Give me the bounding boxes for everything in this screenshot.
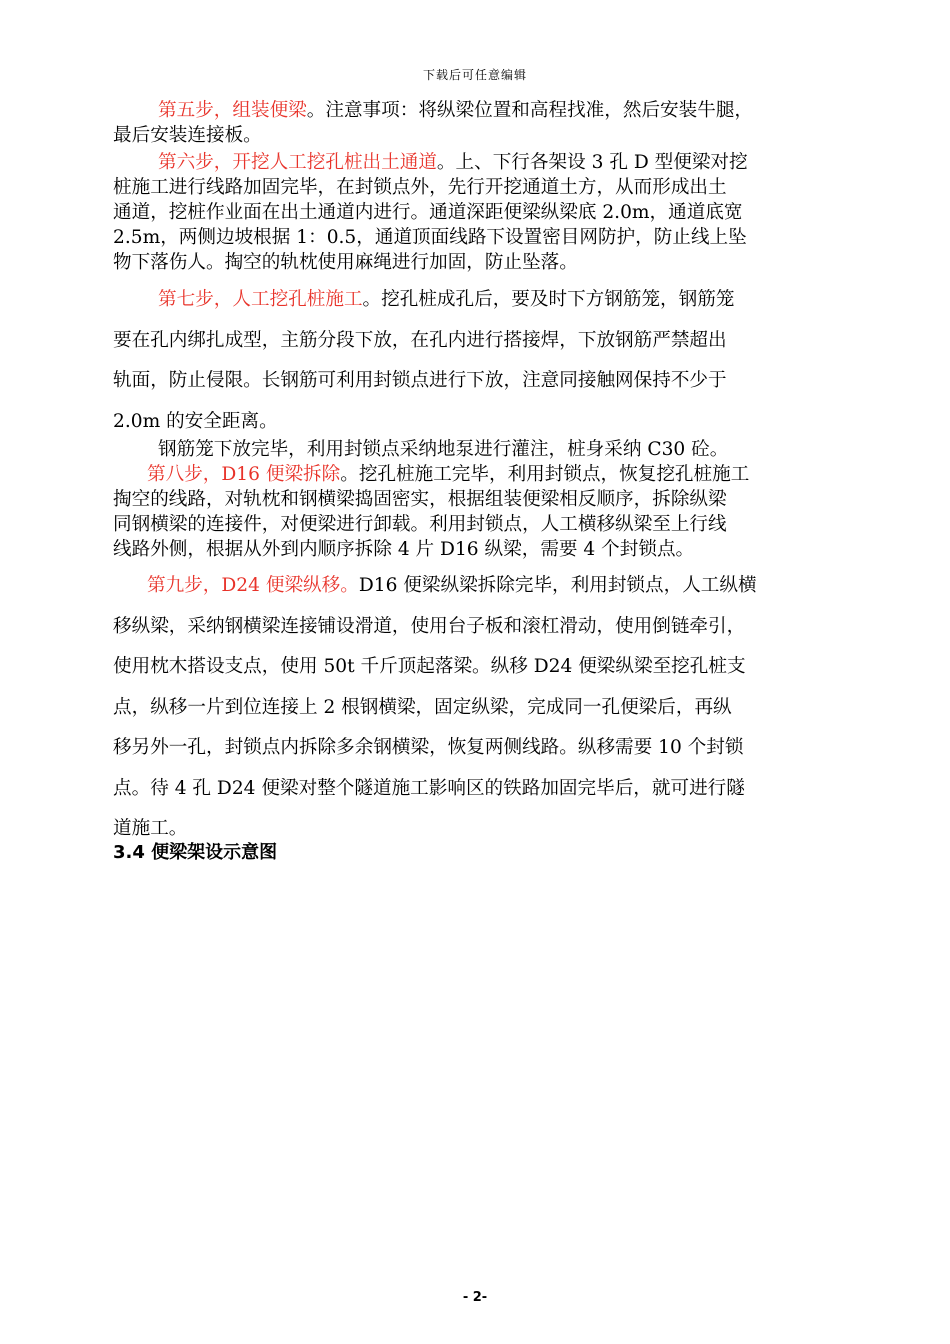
step-9-text: D16 便梁纵梁拆除完毕，利用封锁点，人工纵横 xyxy=(358,575,757,596)
step-9-text-line: 使用枕木搭设支点，使用 50t 千斤顶起落梁。纵移 D24 便梁纵梁至挖孔桩支 xyxy=(113,656,746,677)
step-7-text: 。挖孔桩成孔后，要及时下方钢筋笼，钢筋笼 xyxy=(362,289,735,310)
step-8-text-line: 线路外侧，根据从外到内顺序拆除 4 片 D16 纵梁，需要 4 个封锁点。 xyxy=(113,539,695,560)
step-9-lead: 第九步，D24 便梁纵移。 xyxy=(147,575,359,596)
step-6-text-line: 桩施工进行线路加固完毕，在封锁点外，先行开挖通道土方，从而形成出土 xyxy=(113,177,727,198)
step-6-text: 。上、下行各架设 3 孔 D 型便梁对挖 xyxy=(436,152,748,173)
step-8-text: 。挖孔桩施工完毕，利用封锁点，恢复挖孔桩施工 xyxy=(340,464,750,485)
step-7-paragraph xyxy=(113,280,863,442)
step-9-text-line: 点。待 4 孔 D24 便梁对整个隧道施工影响区的铁路加固完毕后，就可进行隧 xyxy=(113,777,745,799)
step-5-text-line: 最后安装连接板。 xyxy=(113,125,262,146)
section-heading: 3.4 便梁架设示意图 xyxy=(113,842,278,863)
step-9-text-line: 道施工。 xyxy=(113,818,188,839)
step-7b-paragraph xyxy=(113,437,863,462)
step-8-lead: 第八步，D16 便梁拆除 xyxy=(147,464,341,485)
step-9-text-line: 点，纵移一片到位连接上 2 根钢横梁，固定纵梁，完成同一孔便梁后，再纵 xyxy=(113,696,732,718)
step-7-lead: 第七步，人工挖孔桩施工 xyxy=(158,289,363,310)
step-6-text-line: 通道，挖桩作业面在出土通道内进行。通道深距便梁纵梁底 2.0m，通道底宽 xyxy=(113,202,743,223)
step-6-text-line: 2.5m，两侧边坡根据 1：0.5，通道顶面线路下设置密目网防护，防止线上坠 xyxy=(113,227,747,248)
step-6-paragraph xyxy=(113,150,863,275)
step-8-text-line: 同钢横梁的连接件，对便梁进行卸载。利用封锁点，人工横移纵梁至上行线 xyxy=(113,514,727,535)
step-9-text-line: 移另外一孔，封锁点内拆除多余钢横梁，恢复两侧线路。纵移需要 10 个封锁 xyxy=(113,737,744,758)
step-9-paragraph xyxy=(113,566,863,850)
step-8-paragraph xyxy=(113,462,863,562)
page-number: - 2- xyxy=(462,1290,488,1305)
step-7-text-line: 轨面，防止侵限。长钢筋可利用封锁点进行下放，注意同接触网保持不少于 xyxy=(113,370,727,391)
step-5-lead: 第五步，组装便梁 xyxy=(158,100,307,121)
page-header: 下载后可任意编辑 xyxy=(422,68,527,82)
step-7b-text: 钢筋笼下放完毕，利用封锁点采纳地泵进行灌注，桩身采纳 C30 砼。 xyxy=(158,439,729,460)
step-5-paragraph xyxy=(113,98,863,148)
step-7-text-line: 要在孔内绑扎成型，主筋分段下放，在孔内进行搭接焊，下放钢筋严禁超出 xyxy=(113,329,727,351)
step-6-text-line: 物下落伤人。掏空的轨枕使用麻绳进行加固，防止坠落。 xyxy=(113,252,578,273)
step-9-text-line: 移纵梁，采纳钢横梁连接铺设滑道，使用台子板和滚杠滑动，使用倒链牵引， xyxy=(113,615,746,637)
step-8-text-line: 掏空的线路，对轨枕和钢横梁捣固密实，根据组装便梁相反顺序，拆除纵梁 xyxy=(113,489,727,510)
step-7-text-line: 2.0m 的安全距离。 xyxy=(113,410,278,432)
step-5-text: 。注意事项：将纵梁位置和高程找准，然后安装牛腿， xyxy=(306,100,754,121)
step-6-lead: 第六步，开挖人工挖孔桩出土通道 xyxy=(158,152,437,173)
